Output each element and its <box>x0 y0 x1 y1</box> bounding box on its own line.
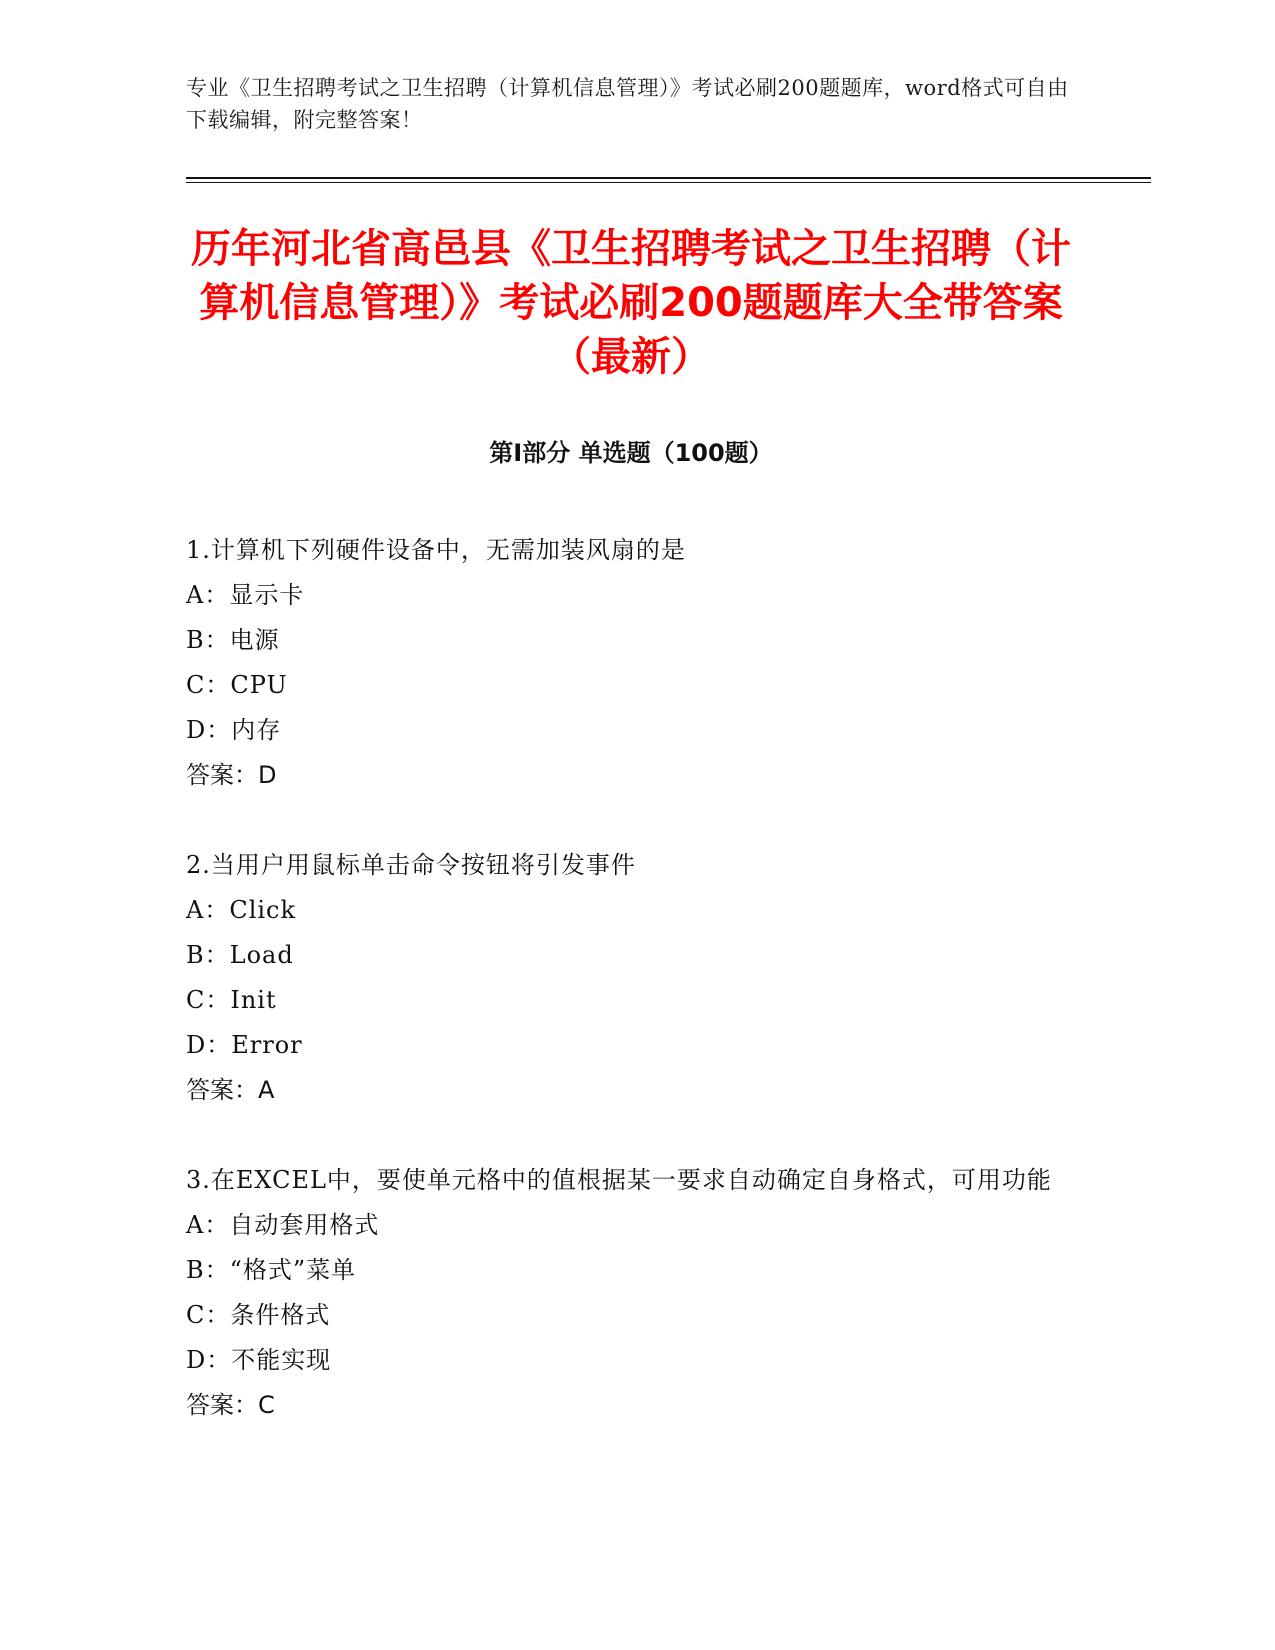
header-rule-thick <box>186 177 1151 179</box>
header-note: 专业《卫生招聘考试之卫生招聘（计算机信息管理）》考试必刷200题题库，word格式可自由下载编辑，附完整答案！ <box>186 76 1069 132</box>
question-1 <box>186 528 1086 798</box>
option-b: B：电源 <box>186 626 280 654</box>
question-list <box>186 528 1086 1473</box>
option-a: A：Click <box>186 896 297 924</box>
question-text: 1.计算机下列硬件设备中，无需加装风扇的是 <box>186 536 686 564</box>
answer-line: 答案：D <box>186 761 277 789</box>
question-3 <box>186 1158 1086 1428</box>
question-2 <box>186 843 1086 1113</box>
option-c: C：Init <box>186 986 277 1014</box>
header-rule-thin <box>186 182 1151 183</box>
option-c: C：条件格式 <box>186 1301 331 1329</box>
option-a: A：自动套用格式 <box>186 1211 380 1239</box>
option-d: D：Error <box>186 1031 303 1059</box>
question-text: 2.当用户用鼠标单击命令按钮将引发事件 <box>186 851 636 879</box>
option-a: A：显示卡 <box>186 581 305 609</box>
option-d: D：不能实现 <box>186 1346 332 1374</box>
document-title: 历年河北省高邑县《卫生招聘考试之卫生招聘（计算机信息管理）》考试必刷200题题库大全带答案（最新） <box>191 226 1071 380</box>
option-d: D：内存 <box>186 716 282 744</box>
answer-line: 答案：C <box>186 1391 275 1419</box>
option-c: C：CPU <box>186 671 288 699</box>
option-b: B：“格式”菜单 <box>186 1256 357 1284</box>
section-heading: 第Ⅰ部分 单选题（100题） <box>489 439 773 467</box>
question-text: 3.在EXCEL中，要使单元格中的值根据某一要求自动确定自身格式，可用功能 <box>186 1166 1052 1194</box>
option-b: B：Load <box>186 941 294 969</box>
answer-line: 答案：A <box>186 1076 275 1104</box>
